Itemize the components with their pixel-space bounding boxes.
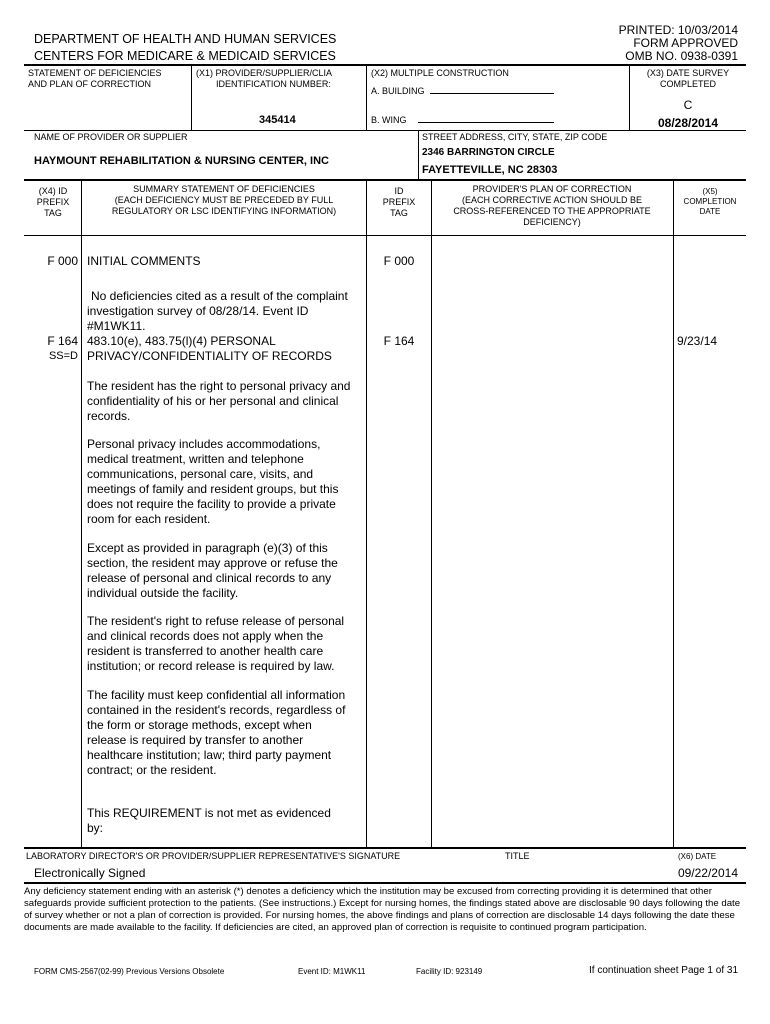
signature-label: LABORATORY DIRECTOR'S OR PROVIDER/SUPPLIER REPRESENTATIVE'S SIGNATURE [26, 851, 401, 861]
x5-header-1: (X5) [702, 187, 718, 196]
street-address: 2346 BARRINGTON CIRCLE [422, 147, 555, 158]
statement-label-2: AND PLAN OF CORRECTION [28, 79, 152, 89]
address-label: STREET ADDRESS, CITY, STATE, ZIP CODE [422, 132, 608, 142]
f164-title-line-2: PRIVACY/CONFIDENTIALITY OF RECORDS [87, 349, 332, 363]
plan-header-2: (EACH CORRECTIVE ACTION SHOULD BE [461, 195, 643, 205]
paragraph-6: This REQUIREMENT is not met as evidenced by: [87, 806, 331, 835]
initial-line-3: #M1WK11. [87, 319, 146, 333]
wing-label: B. WING [371, 115, 407, 125]
disclaimer-text: Any deficiency statement ending with an asterisk (*) denotes a deficiency which the institution may be excused from correcting providing it is determined that other safeguards provide sufficient protection to the patients. (See instructions.) Except for nursing homes, the findings stated above are disclosable 90 days following the date of survey whether or not a plan of correction is provided. For nursing homes, the above findings and plans of correction are disclosable 14 days following the date these documents are made available to the facility. If deficiencies are cited, an approved plan of correction is requisite to continued program participation. [24, 886, 741, 933]
paragraph-4: The resident's right to refuse release of personal and clinical records does not apply when the resident is transferred to another health care institution; or record release is required by law. [87, 614, 345, 673]
x6-date-label: (X6) DATE [678, 852, 717, 861]
title-label: TITLE [505, 851, 530, 861]
building-underline [430, 84, 554, 94]
provider-name-label: NAME OF PROVIDER OR SUPPLIER [34, 132, 188, 142]
x5-header-2: COMPLETION [683, 197, 737, 206]
tag-f164-left: F 164 [47, 334, 78, 348]
omb-number: OMB NO. 0938-0391 [625, 49, 738, 63]
tag-f164-right: F 164 [383, 334, 415, 348]
event-id: Event ID: M1WK11 [298, 967, 366, 976]
printed-date: PRINTED: 10/03/2014 [618, 23, 738, 37]
plan-header-3: CROSS-REFERENCED TO THE APPROPRIATE [453, 206, 651, 216]
building-field [371, 84, 554, 97]
summary-header-2: (EACH DEFICIENCY MUST BE PRECEDED BY FULL [114, 195, 334, 205]
survey-date: 08/28/2014 [657, 116, 719, 130]
id-header-2: PREFIX [382, 197, 416, 207]
statement-label-1: STATEMENT OF DEFICIENCIES [28, 68, 162, 78]
paragraph-3: Except as provided in paragraph (e)(3) of this section, the resident may approve or refuse the release of personal and clinical records to any individual outside the facility. [87, 541, 338, 600]
wing-field [371, 113, 554, 126]
tag-f000-right: F 000 [383, 254, 415, 268]
city-state-zip: FAYETTEVILLE, NC 28303 [422, 164, 558, 176]
building-label: A. BUILDING [371, 86, 425, 96]
initial-line-1: No deficiencies cited as a result of the complaint [91, 289, 348, 303]
initial-line-2: investigation survey of 08/28/14. Event ID [87, 304, 309, 318]
f164-title-line-1: 483.10(e), 483.75(l)(4) PERSONAL [87, 334, 276, 348]
x3-label-1: (X3) DATE SURVEY [646, 68, 730, 78]
form-approved: FORM APPROVED [633, 36, 738, 50]
scope-severity: SS=D [48, 350, 78, 362]
x5-header-3: DATE [699, 207, 721, 216]
tag-f000-left: F 000 [47, 254, 78, 268]
signature-date: 09/22/2014 [677, 866, 738, 880]
facility-id: Facility ID: 923149 [416, 967, 483, 976]
form-number: FORM CMS-2567(02-99) Previous Versions Obsolete [34, 967, 225, 976]
x4-header-2: PREFIX [36, 197, 70, 207]
x3-code: C [683, 98, 693, 112]
x2-label: (X2) MULTIPLE CONSTRUCTION [371, 68, 509, 78]
paragraph-5: The facility must keep confidential all information contained in the resident's records, regardless of the form or storage methods, except when release is required by transfer to another healthcare institution; law; third party payment contract; or the resident. [87, 688, 346, 777]
department-title: DEPARTMENT OF HEALTH AND HUMAN SERVICES [34, 32, 337, 46]
x4-header-1: (X4) ID [38, 186, 68, 196]
x1-label-1: (X1) PROVIDER/SUPPLIER/CLIA [196, 68, 333, 78]
page-indicator: If continuation sheet Page 1 of 31 [589, 965, 738, 976]
summary-header-3: REGULATORY OR LSC IDENTIFYING INFORMATION) [111, 206, 337, 216]
plan-header-4: DEFICIENCY) [523, 217, 581, 227]
x1-label-2: IDENTIFICATION NUMBER: [216, 79, 331, 89]
summary-header-1: SUMMARY STATEMENT OF DEFICIENCIES [133, 184, 315, 194]
provider-name: HAYMOUNT REHABILITATION & NURSING CENTER, INC [34, 155, 329, 167]
centers-title: CENTERS FOR MEDICARE & MEDICAID SERVICES [34, 49, 336, 63]
signature-value: Electronically Signed [34, 866, 146, 880]
x3-label-2: COMPLETED [659, 79, 716, 89]
initial-comments-title: INITIAL COMMENTS [87, 254, 201, 268]
id-header-3: TAG [390, 208, 408, 218]
provider-id: 345414 [259, 114, 296, 126]
completion-date: 9/23/14 [677, 334, 718, 348]
paragraph-2: Personal privacy includes accommodations, medical treatment, written and telephone communications, personal care, visits, and meetings of family and resident groups, but this does not require the facility to provide a private room for each resident. [87, 437, 339, 526]
id-header-1: ID [394, 186, 404, 196]
paragraph-1: The resident has the right to personal privacy and confidentiality of his or her personal and clinical records. [87, 379, 351, 423]
plan-header-1: PROVIDER'S PLAN OF CORRECTION [472, 184, 632, 194]
wing-underline [418, 113, 554, 123]
x4-header-3: TAG [44, 208, 62, 218]
